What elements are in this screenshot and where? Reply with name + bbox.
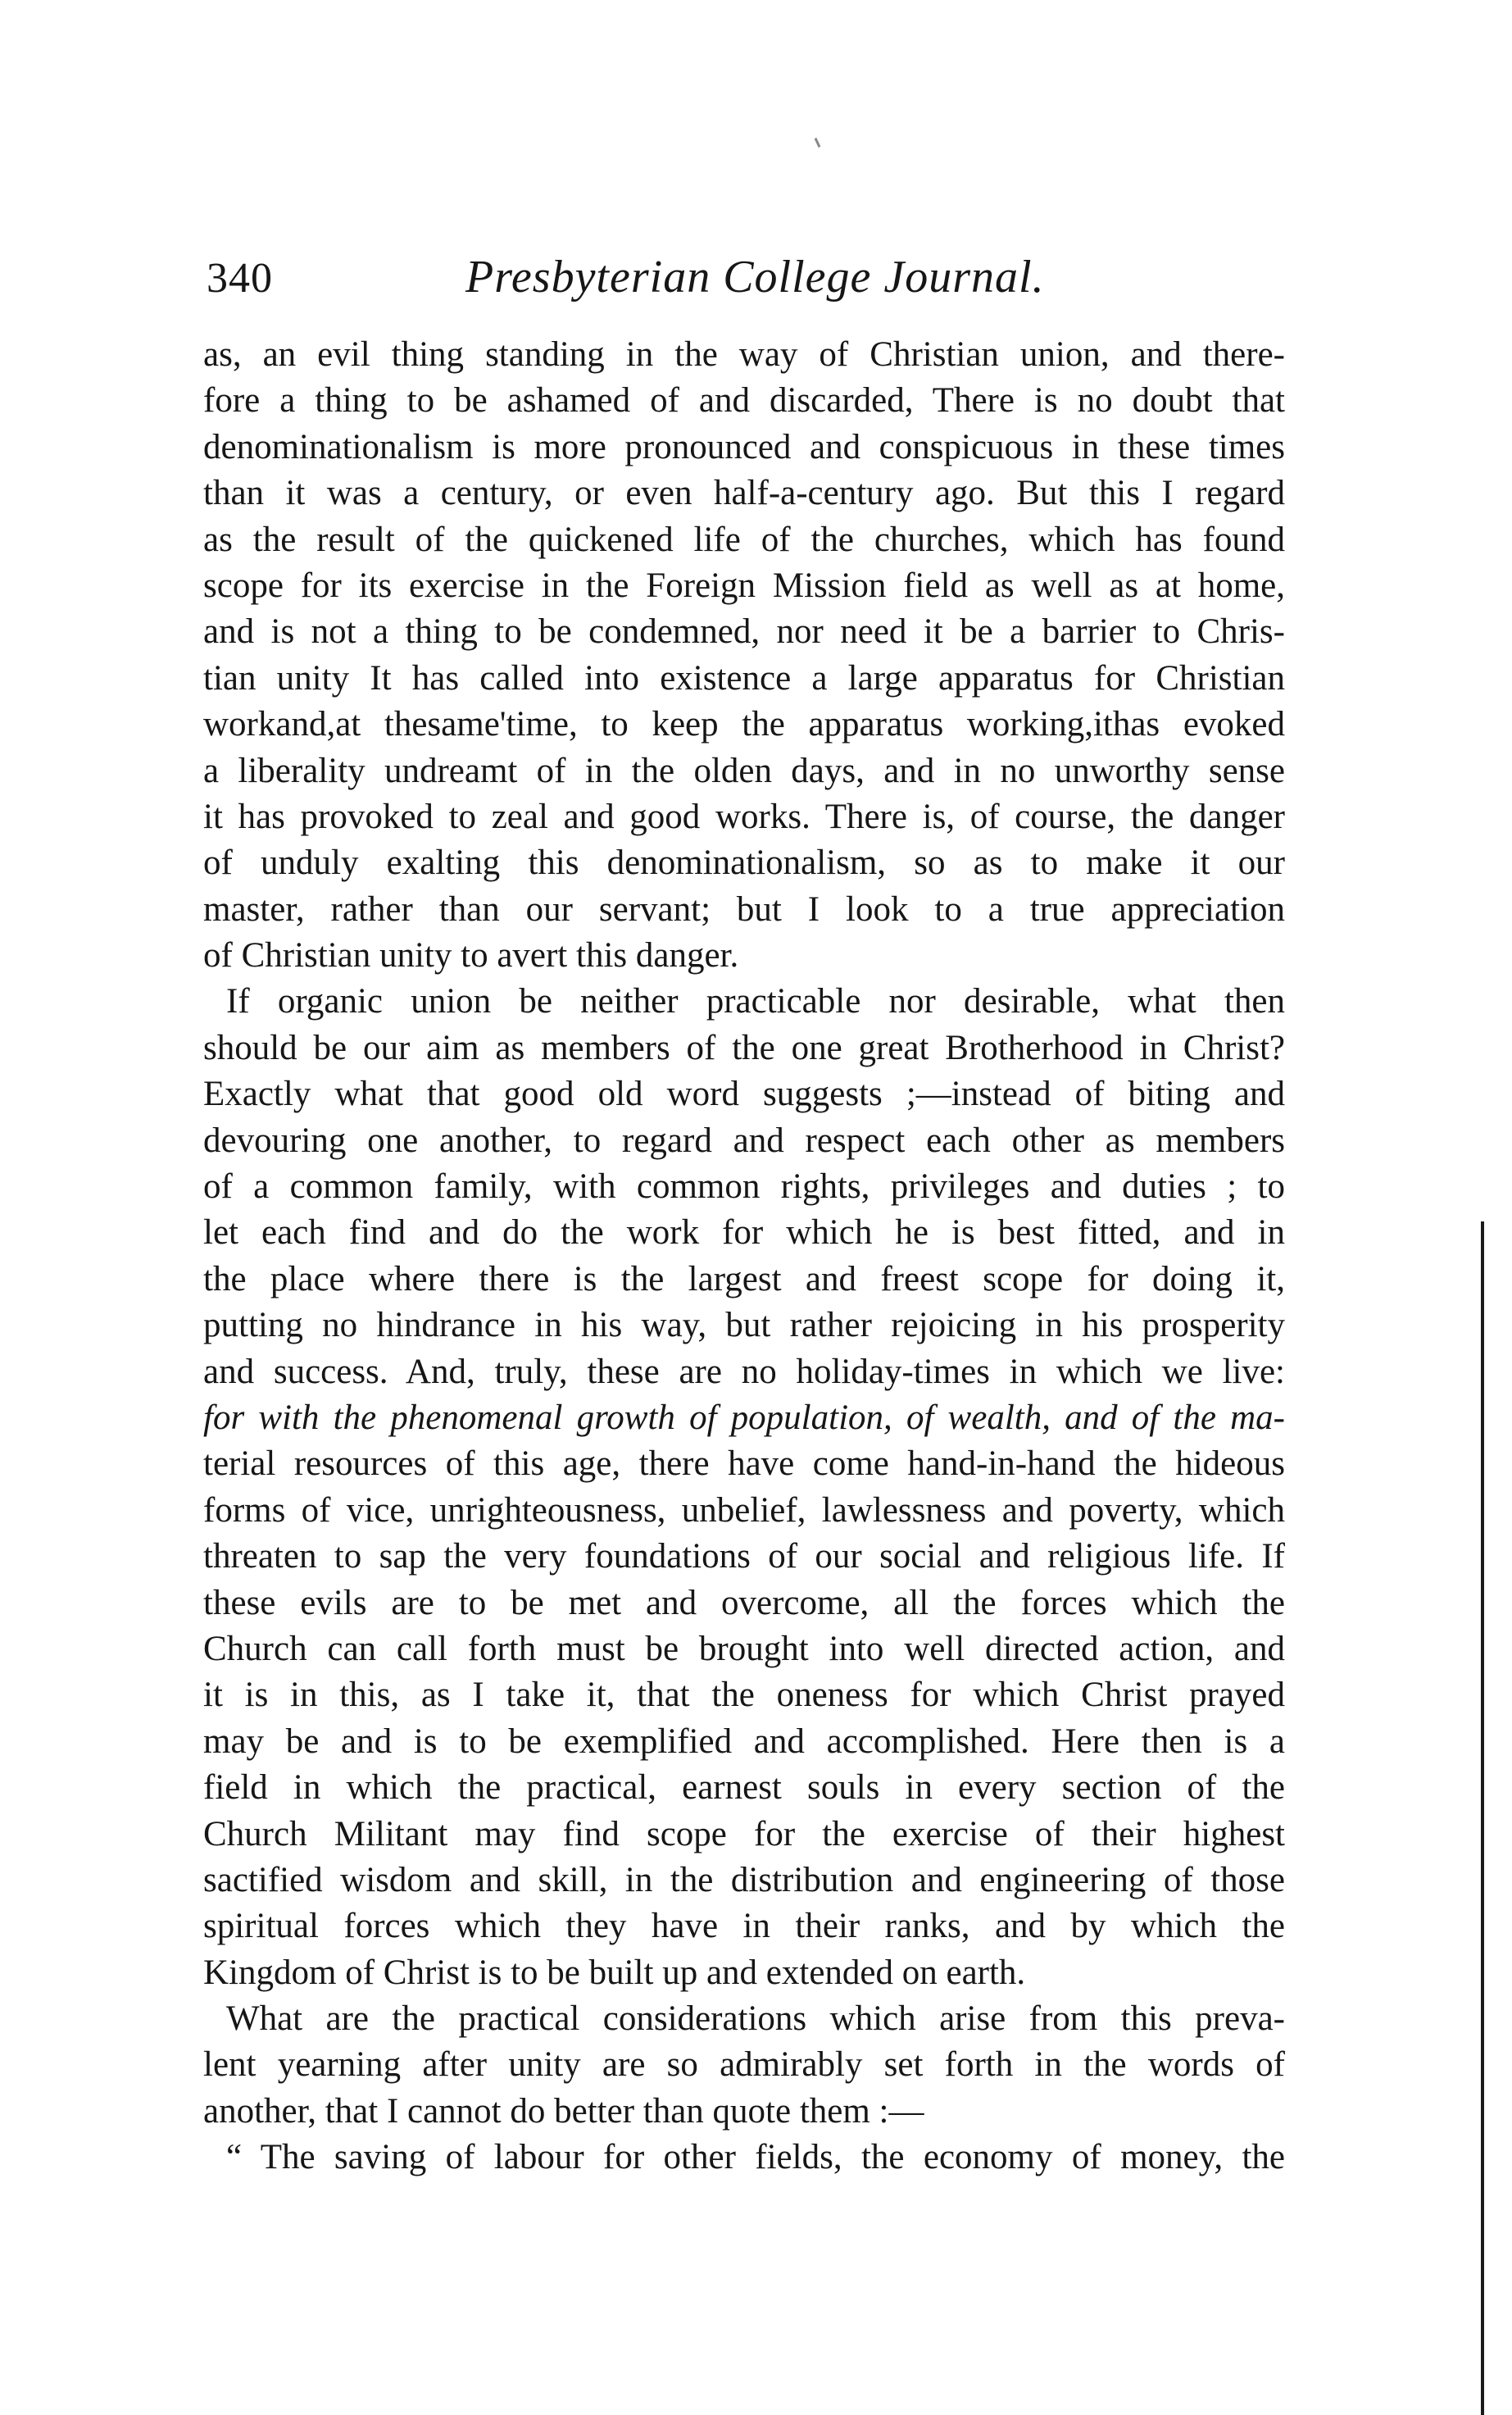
text-line: terial resources of this age, there have come hand-in-hand the hideous (203, 1444, 1285, 1484)
text-line: of a common family, with common rights, privileges and duties ; to (203, 1167, 1285, 1207)
text-line: and success. And, truly, these are no holiday-times in which we live: (203, 1352, 1285, 1391)
text-line: may be and is to be exemplified and accomplished. Here then is a (203, 1721, 1285, 1761)
text-line: let each find and do the work for which he is best fitted, and in (203, 1213, 1285, 1253)
scan-speck (815, 138, 821, 148)
text-line: What are the practical considerations which arise from this preva- (226, 1999, 1285, 2039)
text-line: it is in this, as I take it, that the oneness for which Christ prayed (203, 1676, 1285, 1715)
text-line: spiritual forces which they have in their ranks, and by which the (203, 1907, 1285, 1946)
text-line: devouring one another, to regard and respect each other as members (203, 1121, 1285, 1160)
text-line: Kingdom of Christ is to be built up and extended on earth. (203, 1953, 1026, 1992)
text-line: field in which the practical, earnest souls in every section of the (203, 1768, 1285, 1808)
text-line: putting no hindrance in his way, but rather rejoicing in his prosperity (203, 1306, 1285, 1345)
page-header (0, 246, 1512, 312)
text-line: of Christian unity to avert this danger. (203, 936, 739, 976)
text-line: a liberality undreamt of in the olden days, and in no unworthy sense (203, 751, 1285, 790)
text-line: threaten to sap the very foundations of our social and religious life. If (203, 1537, 1285, 1576)
text-line: as the result of the quickened life of the churches, which has found (203, 520, 1285, 559)
text-line: Exactly what that good old word suggests ;—instead of biting and (203, 1075, 1285, 1114)
text-line: as, an evil thing standing in the way of Christian union, and there- (203, 335, 1285, 374)
text-line: denominationalism is more pronounced and conspicuous in these times (203, 427, 1285, 466)
page-number: 340 (207, 255, 273, 302)
margin-rule (1481, 1221, 1484, 2415)
text-line: master, rather than our servant; but I look to a true appreciation (203, 889, 1285, 929)
text-line: Church Militant may find scope for the exercise of their highest (203, 1814, 1285, 1853)
text-line: for with the phenomenal growth of population, of wealth, and of the ma- (203, 1398, 1285, 1437)
text-line: than it was a century, or even half-a-century ago. But this I regard (203, 474, 1285, 513)
text-line: another, that I cannot do better than quote them :— (203, 2091, 924, 2131)
text-line: of unduly exalting this denominationalism, so as to make it our (203, 844, 1285, 883)
text-line: should be our aim as members of the one great Brotherhood in Christ? (203, 1028, 1285, 1067)
text-line: “ The saving of labour for other fields, the economy of money, the (226, 2138, 1285, 2177)
text-line: fore a thing to be ashamed of and discarded, There is no doubt that (203, 381, 1285, 421)
text-line: lent yearning after unity are so admirably set forth in the words of (203, 2045, 1285, 2085)
text-line: the place where there is the largest and freest scope for doing it, (203, 1259, 1285, 1298)
running-title: Presbyterian College Journal. (465, 252, 1045, 302)
text-line: scope for its exercise in the Foreign Mission field as well as at home, (203, 566, 1285, 605)
text-line: sactified wisdom and skill, in the distribution and engineering of those (203, 1860, 1285, 1899)
text-line: it has provoked to zeal and good works. There is, of course, the danger (203, 797, 1285, 836)
text-line: If organic union be neither practicable nor desirable, what then (226, 982, 1285, 1021)
text-line: tian unity It has called into existence a large apparatus for Christian (203, 658, 1285, 698)
text-line: Church can call forth must be brought into well directed action, and (203, 1629, 1285, 1668)
text-line: forms of vice, unrighteousness, unbelief, lawlessness and poverty, which (203, 1490, 1285, 1530)
text-line: and is not a thing to be condemned, nor need it be a barrier to Chris- (203, 612, 1285, 652)
body-text (203, 332, 1285, 2181)
text-line: these evils are to be met and overcome, all the forces which the (203, 1583, 1285, 1622)
text-line: workand,at thesame'time, to keep the apparatus working,ithas evoked (203, 705, 1285, 744)
